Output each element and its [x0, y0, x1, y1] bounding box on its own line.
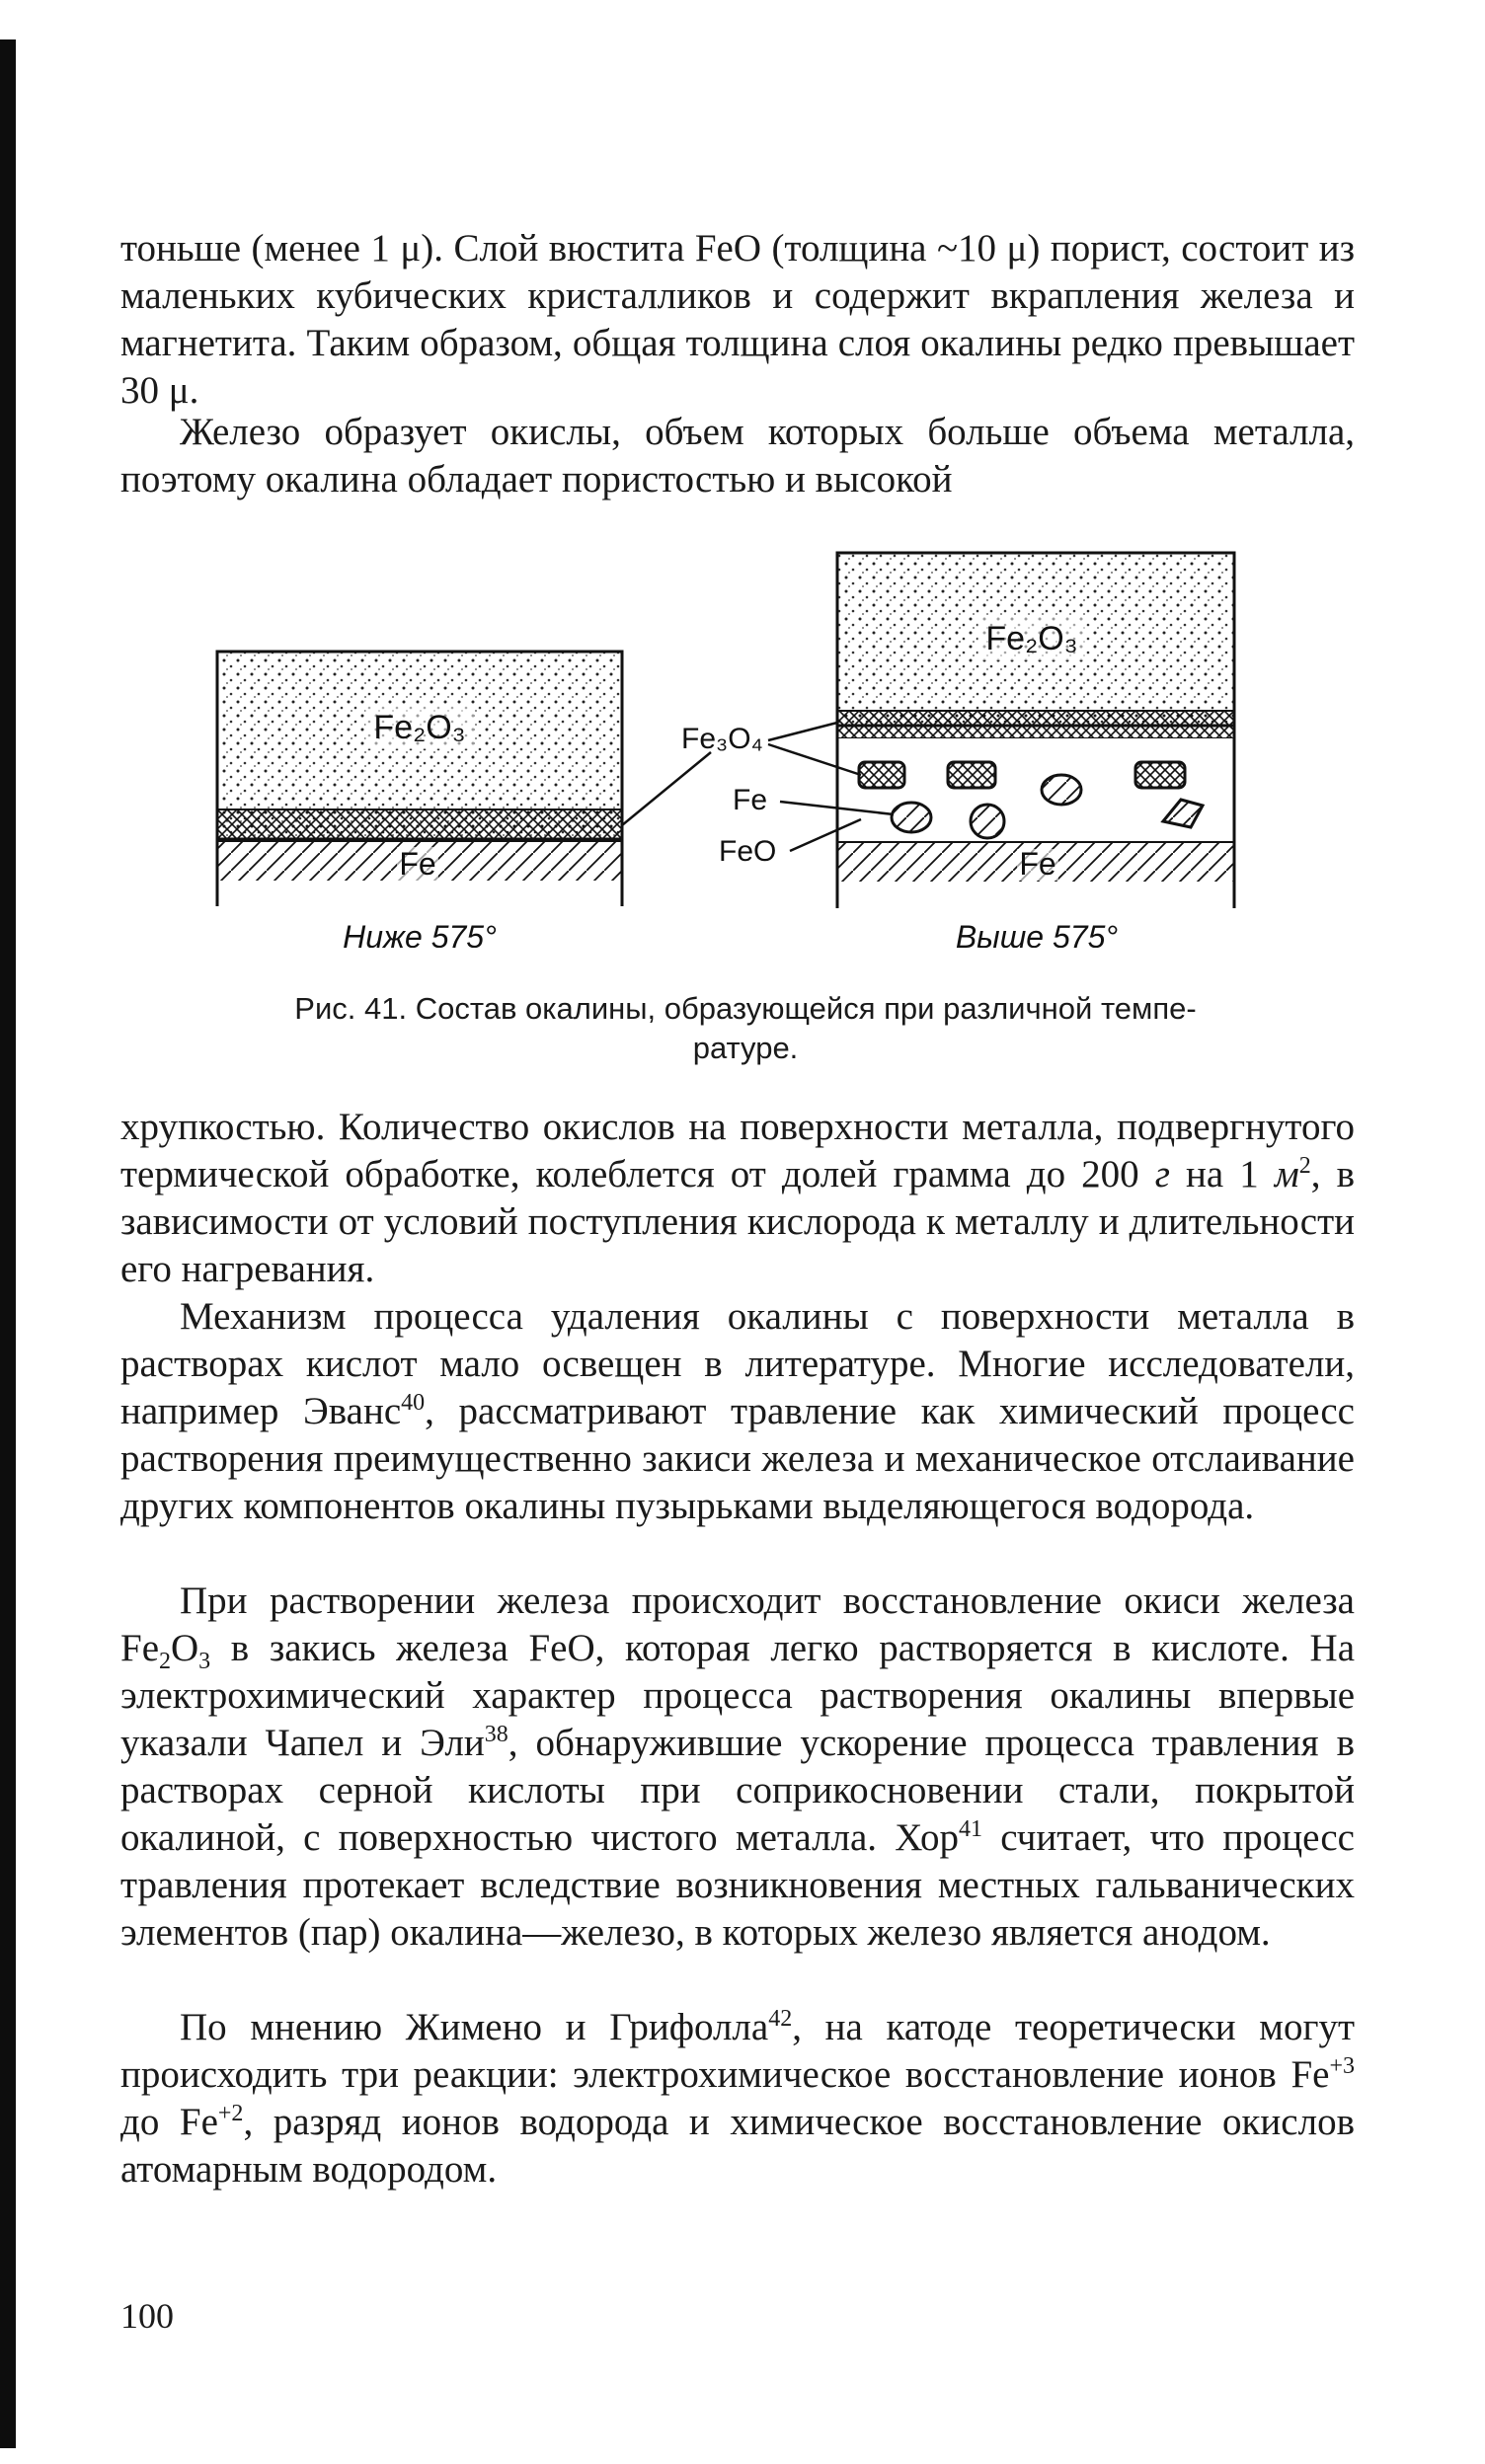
iron-inclusion	[1042, 775, 1081, 805]
right-fe2o3-label: Fe₂O₃	[985, 620, 1078, 657]
figure-41	[0, 533, 1485, 948]
callout-fe3o4: Fe₃O₄	[681, 723, 763, 755]
paragraph-3: хрупкостью. Количество окислов на поверхности металла, подвергнутого термической обработке, колеблется от долей грамма до 200 г на 1 $м^2$, в зависимости от условий поступления кислорода к металлу и длительности его нагревания.	[120, 1106, 1356, 1290]
magnetite-inclusion	[859, 762, 904, 788]
magnetite-inclusion	[948, 762, 995, 788]
left-fe2o3-label: Fe₂O₃	[373, 709, 466, 746]
label-below-575: Ниже 575°	[343, 919, 497, 948]
left-specimen	[217, 652, 622, 906]
paragraph-6: По мнению Жимено и Грифолла$^{42}$, на катоде теоретически могут происходить три реакции: электрохимическое восстановление ионов $Fe^{+3}$ до $Fe^{+2}$, разряд ионов водорода и химическое восстановление окислов атомарным водородом.	[120, 2006, 1355, 2191]
right-specimen	[837, 553, 1234, 908]
scan-left-edge	[0, 39, 16, 2448]
callout-fe: Fe	[733, 784, 768, 816]
figure-caption	[188, 989, 1303, 1068]
left-fe3o4-layer	[217, 809, 622, 841]
right-fe3o4-layer	[837, 711, 1234, 738]
page-number: 100	[120, 2296, 174, 2336]
label-above-575: Выше 575°	[955, 919, 1119, 948]
right-fe-label: Fe	[1019, 846, 1056, 882]
callout-feo: FeO	[719, 835, 777, 868]
caption-line-2: ратуре.	[692, 1031, 799, 1065]
paragraph-5: При растворении железа происходит восстановление окиси железа $Fe_2O_3$ в закись железа FeO, которая легко растворяется в кислоте. На электрохимический характер процесса растворения окалины впервые указали Чапел и Эли$^{38}$, обнаружившие ускорение процесса травления в растворах серной кислоты при соприкосновении стали, покрытой окалиной, с поверхностью чистого металла. Хор$^{41}$ считает, что процесс травления протекает вследствие возникновения местных гальванических элементов (пар) окалина—железо, в которых железо является анодом.	[120, 1579, 1356, 1954]
caption-line-1: Рис. 41. Состав окалины, образующейся при различной темпе-	[294, 991, 1197, 1026]
iron-inclusion	[892, 803, 931, 832]
paragraph-2: Железо образует окислы, объем которых больше объема металла, поэтому окалина обладает пористостью и высокой	[120, 411, 1355, 500]
left-fe-label: Fe	[399, 846, 436, 882]
magnetite-inclusion	[1135, 762, 1185, 788]
scale-composition-diagram	[0, 533, 1485, 948]
iron-inclusion	[971, 805, 1004, 838]
paragraph-1: тоньше (менее 1 μ). Слой вюстита FeO (толщина ~10 μ) порист, состоит из маленьких кубических кристалликов и содержит вкрапления железа и магнетита. Таким образом, общая толщина слоя окалины редко превышает 30 μ.	[120, 227, 1355, 412]
paragraph-4: Механизм процесса удаления окалины с поверхности металла в растворах кислот мало освещен в литературе. Многие исследователи, например Эванс$^{40}$, рассматривают травление как химический процесс растворения преимущественно закиси железа и механическое отслаивание других компонентов окалины пузырьками выделяющегося водорода.	[120, 1295, 1355, 1527]
